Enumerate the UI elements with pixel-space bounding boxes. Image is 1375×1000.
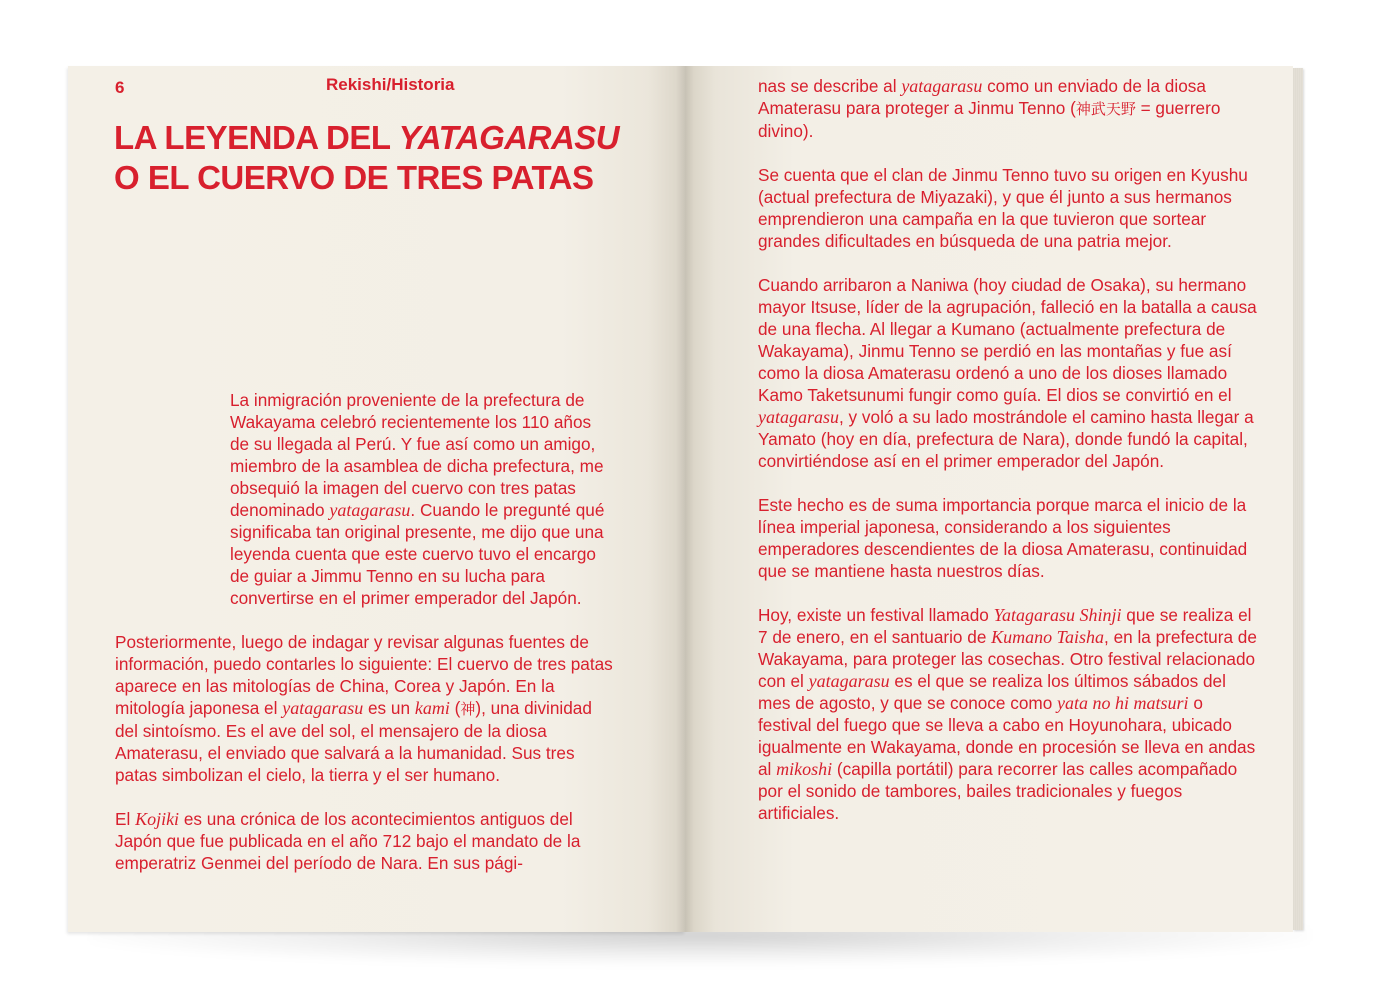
- term-yata-no-hi-matsuri: yata no hi matsuri: [1057, 693, 1189, 713]
- text: Cuando arribaron a Naniwa (hoy ciudad de Osaka), su hermano mayor Itsuse, líder de la agrupación, falleció en la batalla a causa de una flecha. Al llegar a Kumano (actualmente prefectura de Wakayama), Jinmu Tenno se perdió en las montañas y fue así como la diosa Amaterasu ordenó a uno de los dioses llamado Kamo Taketsunumi fungir como guía. El dios se convirtió en el: [758, 275, 1257, 405]
- right-column: [758, 75, 1258, 824]
- paragraph-2: [115, 631, 615, 786]
- text: es un: [363, 698, 415, 718]
- text: . Cuando le pregunté qué significaba tan original presente, me dijo que una leyenda cuenta que este cuervo tuvo el encargo de guiar a Jimmu Tenno en su lucha para convertirse en el primer emperador del Japón.: [230, 500, 605, 608]
- text: ), una divinidad del sintoísmo. Es el ave del sol, el mensajero de la diosa Amaterasu, el enviado que salvará a la humanidad. Sus tres patas simbolizan el cielo, la tierra y el ser humano.: [115, 698, 592, 785]
- gutter-shadow: [676, 66, 694, 932]
- paragraph-8: [758, 604, 1258, 824]
- section-header: Rekishi/Historia: [326, 75, 455, 94]
- text: es el que se realiza los últimos sábados del mes de agosto, y que se conoce como: [758, 671, 1226, 713]
- term-kojiki: Kojiki: [135, 809, 180, 829]
- text: = guerrero divino).: [758, 98, 1221, 141]
- title-line1-prefix: LA LEYENDA DEL: [114, 119, 399, 156]
- text: (capilla portátil) para recorrer las calles acompañado por el sonido de tambores, bailes tradicionales y fuegos artificiales.: [758, 759, 1238, 823]
- term-yatagarasu: yatagarasu: [901, 76, 983, 96]
- term-yatagarasu: yatagarasu: [808, 671, 890, 691]
- paragraph-3: [115, 808, 615, 874]
- term-yatagarasu: yatagarasu: [758, 407, 839, 427]
- paragraph-1: [115, 389, 615, 609]
- article-title: [114, 118, 654, 198]
- text: Posteriormente, luego de indagar y revisar algunas fuentes de información, puedo contarles lo siguiente: El cuervo de tres patas aparece en las mitologías de China, Corea y Japón. En la mitología japonesa el: [115, 632, 613, 718]
- paragraph-4: [758, 75, 1258, 142]
- text: que se realiza el 7 de enero, en el santuario de: [758, 605, 1252, 647]
- text: (: [449, 698, 461, 718]
- paragraph-5: Se cuenta que el clan de Jinmu Tenno tuvo su origen en Kyushu (actual prefectura de Miyazaki), y que él junto a sus hermanos emprendieron una campaña en la que tuvieron que sortear grandes dificultades en búsqueda de una patria mejor.: [758, 165, 1248, 251]
- title-line2: O EL CUERVO DE TRES PATAS: [114, 159, 594, 196]
- term-mikoshi: mikoshi: [776, 759, 833, 779]
- term-yatagarasu: yatagarasu: [282, 698, 364, 718]
- text: nas se describe al: [758, 76, 902, 96]
- left-column: [115, 389, 615, 874]
- text: El: [115, 809, 136, 829]
- paragraph-6: [758, 274, 1258, 472]
- paragraph-7: Este hecho es de suma importancia porque marca el inicio de la línea imperial japonesa, considerando a los siguientes emperadores descendientes de la diosa Amaterasu, continuidad que se mantiene hasta nuestros días.: [758, 495, 1248, 581]
- page-edges: [1293, 68, 1303, 930]
- title-line1-italic: YATAGARASU: [398, 119, 620, 156]
- kanji-jinmu: 神武天野: [1075, 100, 1136, 118]
- term-yatagarasu-shinji: Yatagarasu Shinji: [993, 605, 1122, 625]
- page-number: 6: [115, 78, 125, 97]
- text: , en la prefectura de Wakayama, para proteger las cosechas. Otro festival relacionado con el: [758, 627, 1257, 691]
- text: es una crónica de los acontecimientos antiguos del Japón que fue publicada en el año 712 bajo el mandato de la emperatriz Genmei del período de Nara. En sus pági-: [115, 809, 581, 873]
- term-yatagarasu: yatagarasu: [329, 500, 411, 520]
- text: Hoy, existe un festival llamado: [758, 605, 994, 625]
- text: como un enviado de la diosa Amaterasu para proteger a Jinmu Tenno (: [758, 76, 1206, 118]
- text: , y voló a su lado mostrándole el camino hasta llegar a Yamato (hoy en día, prefectura de Nara), donde fundó la capital, convirtiéndose así en el primer emperador del Japón.: [758, 407, 1254, 471]
- term-kumano-taisha: Kumano Taisha: [991, 627, 1105, 647]
- term-kami: kami: [414, 698, 450, 718]
- text: La inmigración proveniente de la prefectura de Wakayama celebró recientemente los 110 años de su llegada al Perú. Y fue así como un amigo, miembro de la asamblea de dicha prefectura, me obsequió la imagen del cuervo con tres patas denominado: [230, 390, 604, 520]
- kanji-kami: 神: [460, 700, 476, 718]
- text: o festival del fuego que se lleva a cabo en Hoyunohara, ubicado igualmente en Wakayama, donde en procesión se lleva en andas al: [758, 693, 1256, 779]
